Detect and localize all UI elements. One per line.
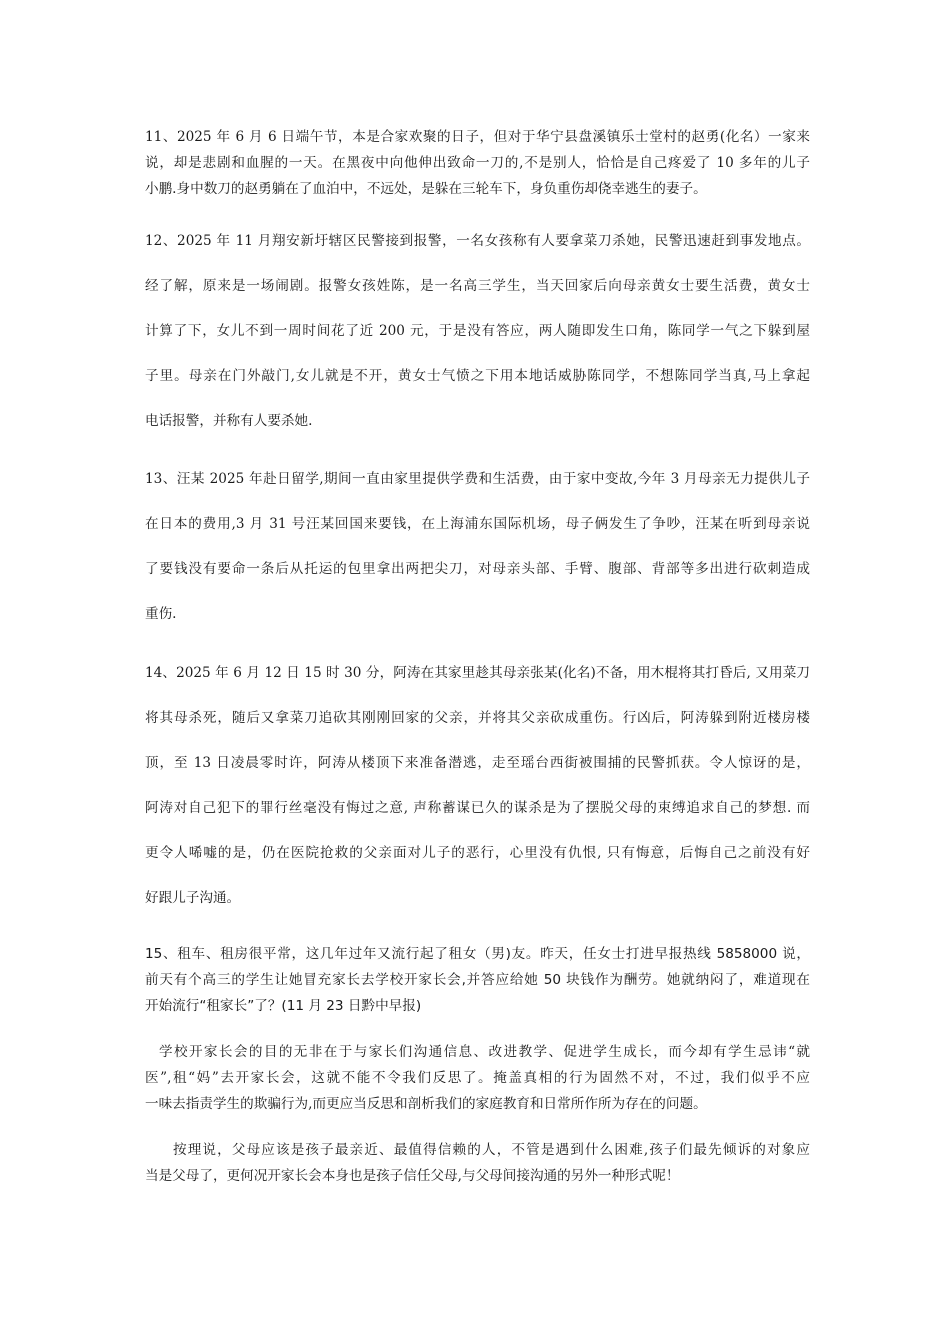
paragraph-line: 经了解，原来是一场闹剧。报警女孩姓陈，是一名高三学生，当天回家后向母亲黄女士要生活费，黄女士 (145, 278, 810, 294)
paragraph-16 (145, 1039, 810, 1117)
paragraph-line: 14、2025 年 6 月 12 日 15 时 30 分，阿涛在其家里趁其母亲张某(化名)不备，用木棍将其打昏后, 又用菜刀 (145, 665, 810, 681)
paragraph-line: 小鹏.身中数刀的赵勇躺在了血泊中，不远处，是躲在三轮车下，身负重伤却侥幸逃生的妻子。 (145, 181, 707, 197)
paragraph-line: 好跟儿子沟通。 (145, 890, 241, 906)
paragraph-line: 医”,租“妈”去开家长会，这就不能不令我们反思了。掩盖真相的行为固然不对，不过，我们似乎不应 (145, 1070, 810, 1086)
paragraph-12 (145, 219, 810, 444)
paragraph-11 (145, 124, 810, 202)
paragraph-line: 说，却是悲剧和血腥的一天。在黑夜中向他伸出致命一刀的,不是别人，恰恰是自己疼爱了 10 多年的儿子 (145, 155, 810, 171)
paragraph-line: 重伤. (145, 606, 177, 622)
paragraph-line: 当是父母了，更何况开家长会本身也是孩子信任父母,与父母间接沟通的另外一种形式呢！ (145, 1168, 680, 1184)
paragraph-line: 了要钱没有要命一条后从托运的包里拿出两把尖刀，对母亲头部、手臂、腹部、背部等多出进行砍刺造成 (145, 561, 810, 577)
paragraph-line: 前天有个高三的学生让她冒充家长去学校开家长会,并答应给她 50 块钱作为酬劳。她就纳闷了，难道现在 (145, 972, 810, 988)
paragraph-line: 电话报警，并称有人要杀她. (145, 413, 313, 429)
paragraph-line: 按理说，父母应该是孩子最亲近、最值得信赖的人，不管是遇到什么困难,孩子们最先倾诉的对象应 (173, 1142, 810, 1158)
paragraph-line: 顶，至 13 日凌晨零时许，阿涛从楼顶下来准备潜逃，走至瑶台西街被围捕的民警抓获。令人惊讶的是， (145, 755, 810, 771)
paragraph-line: 更令人唏嘘的是，仍在医院抢救的父亲面对儿子的恶行，心里没有仇恨, 只有悔意，后悔自己之前没有好 (145, 845, 810, 861)
paragraph-line: 将其母杀死，随后又拿菜刀追砍其刚刚回家的父亲，并将其父亲砍成重伤。行凶后，阿涛躲到附近楼房楼 (145, 710, 810, 726)
paragraph-14 (145, 651, 810, 921)
paragraph-line: 计算了下，女儿不到一周时间花了近 200 元，于是没有答应，两人随即发生口角，陈同学一气之下躲到屋 (145, 323, 810, 339)
paragraph-line: 在日本的费用,3 月 31 号汪某回国来要钱，在上海浦东国际机场，母子俩发生了争吵，汪某在听到母亲说 (145, 516, 810, 532)
paragraph-line: 子里。母亲在门外敲门,女儿就是不开，黄女士气愤之下用本地话威胁陈同学，不想陈同学当真,马上拿起 (145, 368, 810, 384)
paragraph-line: 15、租车、租房很平常，这几年过年又流行起了租女（男)友。昨天，任女士打进早报热线 5858000 说， (145, 946, 810, 962)
paragraph-17 (145, 1137, 810, 1189)
paragraph-line: 学校开家长会的目的无非在于与家长们沟通信息、改进教学、促进学生成长，而今却有学生忌讳“就 (159, 1044, 810, 1060)
paragraph-line: 13、汪某 2025 年赴日留学,期间一直由家里提供学费和生活费，由于家中变故,今年 3 月母亲无力提供儿子 (145, 471, 810, 487)
paragraph-line: 阿涛对自己犯下的罪行丝毫没有悔过之意, 声称蓄谋已久的谋杀是为了摆脱父母的束缚追求自己的梦想. 而 (145, 800, 810, 816)
paragraph-line: 11、2025 年 6 月 6 日端午节，本是合家欢聚的日子，但对于华宁县盘溪镇乐士堂村的赵勇(化名）一家来 (145, 129, 810, 145)
paragraph-line: 12、2025 年 11 月翔安新圩辖区民警接到报警，一名女孩称有人要拿菜刀杀她，民警迅速赶到事发地点。 (145, 233, 810, 249)
paragraph-15 (145, 941, 810, 1019)
paragraph-13 (145, 457, 810, 637)
paragraph-line: 开始流行“租家长”了？(11 月 23 日黔中早报) (145, 998, 422, 1014)
paragraph-line: 一味去指责学生的欺骗行为,而更应当反思和剖析我们的家庭教育和日常所作所为存在的问题。 (145, 1096, 707, 1112)
